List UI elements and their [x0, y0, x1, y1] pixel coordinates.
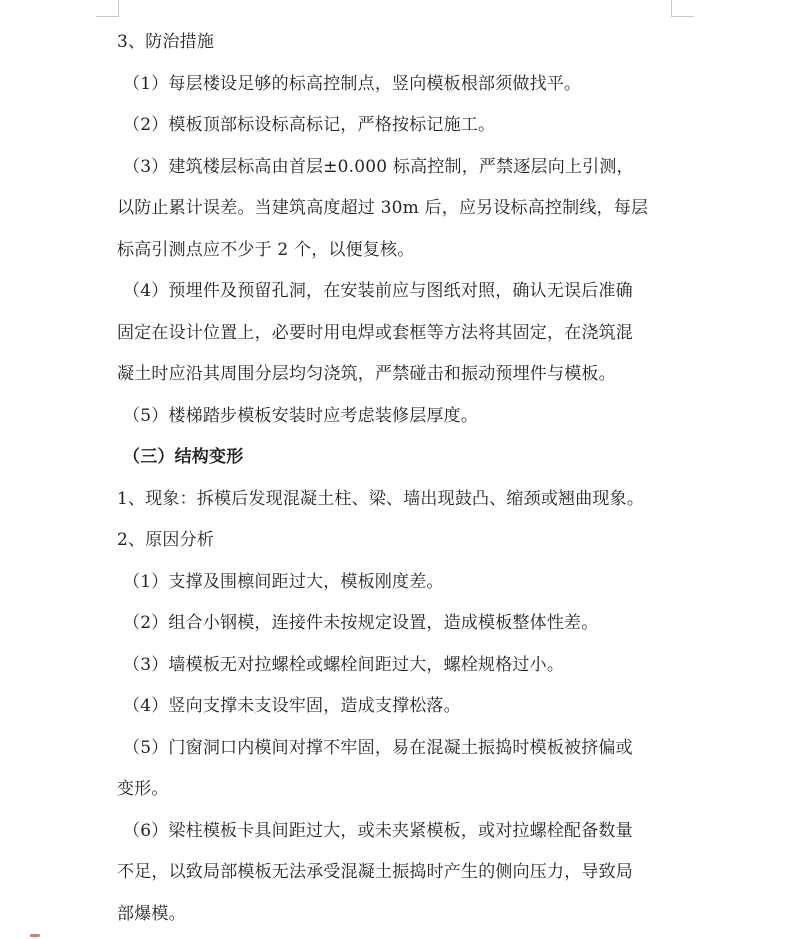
document-body [117, 22, 677, 935]
paragraph-line: （4）预埋件及预留孔洞，在安装前应与图纸对照，确认无误后准确 [123, 281, 633, 301]
page-corner-mark-right [671, 0, 694, 17]
section-heading-prevention: 3、防治措施 [117, 32, 215, 52]
paragraph-line: （3）建筑楼层标高由首层±0.000 标高控制，严禁逐层向上引测， [123, 156, 634, 177]
paragraph-line: （5）门窗洞口内模间对撑不牢固，易在混凝土振捣时模板被挤偏或 [123, 737, 633, 758]
paragraph-line: 以防止累计误差。当建筑高度超过 30m 后，应另设标高控制线，每层 [117, 198, 649, 218]
paragraph-line: （5）楼梯踏步模板安装时应考虑装修层厚度。 [123, 405, 479, 426]
paragraph-line: （2）组合小钢模，连接件未按规定设置，造成模板整体性差。 [123, 613, 599, 633]
paragraph-line: （3）墙模板无对拉螺栓或螺栓间距过大，螺栓规格过小。 [123, 654, 565, 675]
paragraph-line: 1、现象：拆模后发现混凝土柱、梁、墙出现鼓凸、缩颈或翘曲现象。 [117, 488, 645, 509]
paragraph-line: 变形。 [117, 779, 169, 799]
page-edge-mark [30, 934, 40, 937]
page-corner-mark-left [96, 0, 119, 17]
paragraph-line: 标高引测点应不少于 2 个，以便复核。 [117, 239, 415, 260]
paragraph-line: （6）梁柱模板卡具间距过大，或未夹紧模板，或对拉螺栓配备数量 [123, 820, 633, 841]
section-heading-structural-deformation: （三）结构变形 [123, 447, 244, 467]
paragraph-line: （4）竖向支撑未支设牢固，造成支撑松落。 [123, 696, 461, 716]
paragraph-line: 固定在设计位置上，必要时用电焊或套框等方法将其固定，在浇筑混 [117, 322, 633, 343]
section-heading-cause-analysis: 2、原因分析 [117, 530, 215, 550]
paragraph-line: （2）模板顶部标设标高标记，严格按标记施工。 [123, 115, 496, 135]
paragraph-line: 凝土时应沿其周围分层均匀浇筑，严禁碰击和振动预埋件与模板。 [117, 364, 616, 384]
paragraph-line: 不足，以致局部模板无法承受混凝土振捣时产生的侧向压力，导致局 [117, 862, 633, 882]
paragraph-line: （1）支撑及围檩间距过大，模板刚度差。 [123, 571, 444, 592]
paragraph-line: （1）每层楼设足够的标高控制点，竖向模板根部须做找平。 [123, 73, 582, 94]
paragraph-line: 部爆模。 [117, 903, 186, 924]
